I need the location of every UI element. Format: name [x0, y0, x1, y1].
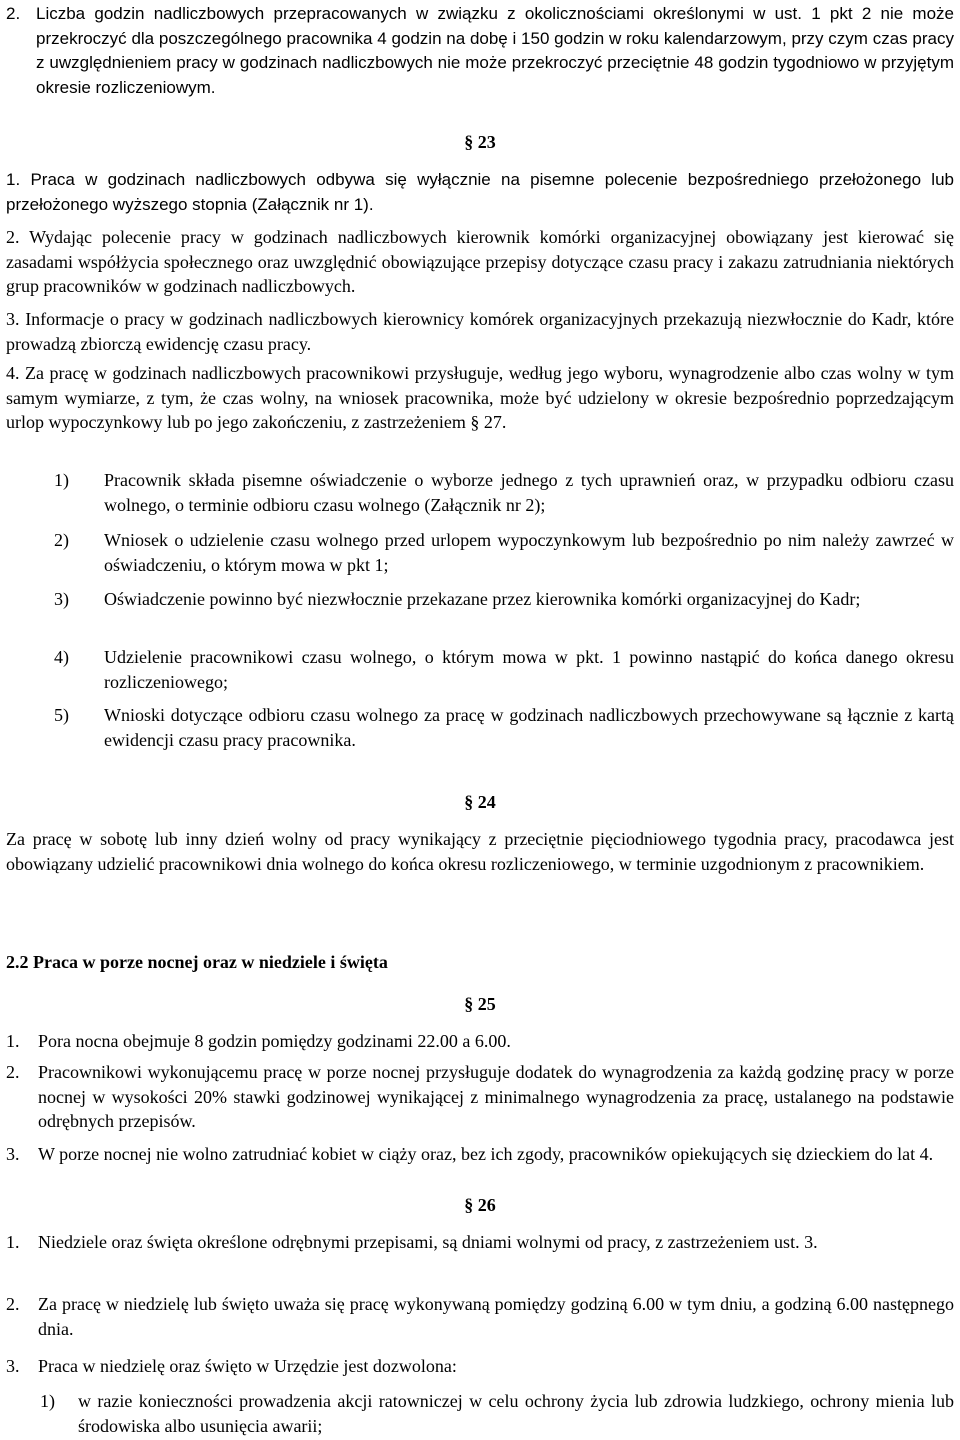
s23-point-5: [54, 703, 954, 752]
item-number: 2.: [6, 1062, 20, 1082]
s25-item-1: [6, 1029, 954, 1054]
s26-point-1: [40, 1389, 954, 1438]
paragraph-number: 4.: [6, 363, 20, 383]
s23-paragraph-1: [6, 168, 954, 217]
point-number: 2): [54, 530, 69, 550]
point-text: Oświadczenie powinno być niezwłocznie przekazane przez kierownika komórki organizacyjnej do Kadr;: [104, 589, 861, 609]
s23-paragraph-2: [6, 225, 954, 299]
point-text: Wniosek o udzielenie czasu wolnego przed urlopem wypoczynkowym lub bezpośrednio po nim należy zawrzeć w oświadczeniu, o którym mowa w pkt 1;: [104, 530, 954, 575]
section-heading-25: § 25: [464, 994, 496, 1014]
s23-point-2: [54, 528, 954, 577]
point-number: 3): [54, 589, 69, 609]
paragraph-text: Informacje o pracy w godzinach nadliczbowych kierownicy komórek organizacyjnych przekazują niezwłocznie do Kadr, które prowadzą zbiorczą ewidencję czasu pracy.: [6, 309, 955, 354]
item-text: Za pracę w niedzielę lub święto uważa się pracę wykonywaną pomiędzy godziną 6.00 w tym dniu, a godziną 6.00 następnego dnia.: [38, 1294, 954, 1339]
intro-paragraph: [6, 2, 954, 100]
paragraph-text: Praca w godzinach nadliczbowych odbywa się wyłącznie na pisemne polecenie bezpośredniego przełożonego lub przełożonego wyższego stopnia (Załącznik nr 1).: [6, 170, 954, 214]
paragraph-text: Za pracę w godzinach nadliczbowych pracownikowi przysługuje, według jego wyboru, wynagrodzenie albo czas wolny w tym samym wymiarze, z tym, że czas wolny, na wniosek pracownika, może być udzielony w okresie bezpośrednio poprzedzającym urlop wypoczynkowy lub po jego zakończeniu, z zastrzeżeniem § 27.: [6, 363, 955, 432]
point-text: Wnioski dotyczące odbioru czasu wolnego za pracę w godzinach nadliczbowych przechowywane są łącznie z kartą ewidencji czasu pracy pracownika.: [104, 705, 954, 750]
section-title: 2.2 Praca w porze nocnej oraz w niedziele i święta: [6, 952, 388, 972]
s23-paragraph-3: [6, 307, 954, 356]
paragraph-number: 1.: [6, 170, 21, 189]
point-number: 4): [54, 647, 69, 667]
paragraph-number: 2.: [6, 227, 20, 247]
s24-paragraph: Za pracę w sobotę lub inny dzień wolny od pracy wynikający z przeciętnie pięciodniowego tygodnia pracy, pracodawca jest obowiązany udzielić pracownikowi dnia wolnego do końca okresu rozliczeniowego, w terminie uzgodnionym z pracownikiem.: [6, 829, 954, 874]
point-text: Pracownik składa pisemne oświadczenie o wyborze jednego z tych uprawnień oraz, w przypadku odbioru czasu wolnego, o terminie odbioru czasu wolnego (Załącznik nr 2);: [104, 470, 954, 515]
item-text: Pracownikowi wykonującemu pracę w porze nocnej przysługuje dodatek do wynagrodzenia za każdą godzinę pracy w porze nocnej w wysokości 20% stawki godzinowej wynikającej z minimalnego wynagrodzenia za pracę, ustalanego na podstawie odrębnych przepisów.: [38, 1062, 954, 1131]
paragraph-number: 3.: [6, 309, 20, 329]
point-number: 1): [40, 1391, 55, 1411]
s23-point-4: [54, 645, 954, 694]
section-heading-24: § 24: [464, 792, 496, 812]
s25-item-2: [6, 1060, 954, 1134]
section-heading-23: § 23: [464, 132, 496, 152]
point-number: 1): [54, 470, 69, 490]
item-number: 1.: [6, 1232, 20, 1252]
item-text: W porze nocnej nie wolno zatrudniać kobiet w ciąży oraz, bez ich zgody, pracowników opiekujących się dzieckiem do lat 4.: [38, 1144, 934, 1164]
s23-point-3: [54, 587, 954, 612]
item-text: Praca w niedzielę oraz święto w Urzędzie jest dozwolona:: [38, 1356, 457, 1376]
paragraph-text: Liczba godzin nadliczbowych przepracowanych w związku z okolicznościami określonymi w ust. 1 pkt 2 nie może przekroczyć dla poszczególnego pracownika 4 godzin na dobę i 150 godzin w roku kalendarzowym, przy czym czas pracy z uwzględnieniem pracy w godzinach nadliczbowych nie może przekroczyć przeciętnie 48 godzin tygodniowo w przyjętym okresie rozliczeniowym.: [36, 4, 954, 97]
paragraph-text: Wydając polecenie pracy w godzinach nadliczbowych kierownik komórki organizacyjnej obowiązany jest kierować się zasadami współżycia społecznego oraz uwzględnić obowiązujące przepisy dotyczące czasu pracy i zakazu zatrudniania niektórych grup pracowników w godzinach nadliczbowych.: [6, 227, 954, 296]
section-heading-26: § 26: [464, 1195, 496, 1215]
s26-item-2: [6, 1292, 954, 1341]
item-number: 3.: [6, 1356, 20, 1376]
point-text: Udzielenie pracownikowi czasu wolnego, o którym mowa w pkt. 1 powinno nastąpić do końca danego okresu rozliczeniowego;: [104, 647, 954, 692]
item-number: 3.: [6, 1144, 20, 1164]
s23-point-1: [54, 468, 954, 517]
point-number: 5): [54, 705, 69, 725]
s23-paragraph-4: [6, 361, 954, 435]
s25-item-3: [6, 1142, 954, 1167]
point-text: w razie konieczności prowadzenia akcji ratowniczej w celu ochrony życia lub zdrowia ludzkiego, ochrony mienia lub środowiska albo usunięcia awarii;: [78, 1391, 954, 1436]
s26-item-3: [6, 1354, 954, 1379]
item-text: Niedziele oraz święta określone odrębnymi przepisami, są dniami wolnymi od pracy, z zastrzeżeniem ust. 3.: [38, 1232, 818, 1252]
item-number: 2.: [6, 1294, 20, 1314]
item-text: Pora nocna obejmuje 8 godzin pomiędzy godzinami 22.00 a 6.00.: [38, 1031, 511, 1051]
s26-item-1: [6, 1230, 954, 1255]
paragraph-number: 2.: [6, 4, 21, 23]
item-number: 1.: [6, 1031, 20, 1051]
